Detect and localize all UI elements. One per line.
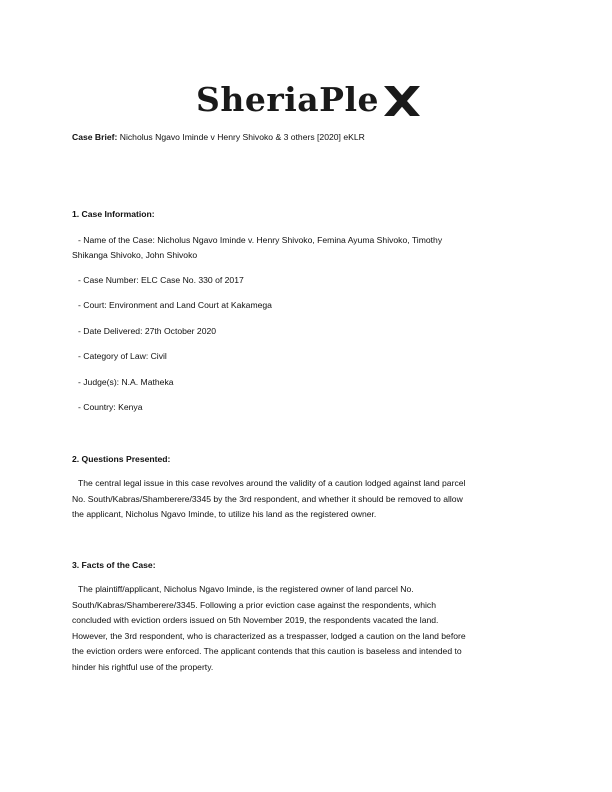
paragraph-line: concluded with eviction orders issued on 5th November 2019, the respondents vacated the land. xyxy=(72,615,439,625)
questions-presented-paragraph xyxy=(72,476,544,523)
paragraph-line: hinder his rightful use of the property. xyxy=(72,661,214,672)
case-name-line-2: Shikanga Shivoko, John Shivoko xyxy=(72,250,198,260)
paragraph-line: The plaintiff/applicant, Nicholus Ngavo Iminde, is the registered owner of land parcel No. xyxy=(78,584,414,594)
paragraph-line: The central legal issue in this case revolves around the validity of a caution lodged against land parcel xyxy=(78,478,466,488)
case-brief-title: Nicholus Ngavo Iminde v Henry Shivoko & 3 others [2020] eKLR xyxy=(119,132,365,142)
category-of-law: - Category of Law: Civil xyxy=(78,351,167,361)
court: - Court: Environment and Land Court at Kakamega xyxy=(78,300,272,310)
section-heading-case-information: 1. Case Information: xyxy=(72,209,155,219)
facts-paragraph xyxy=(72,582,544,675)
logo-x-mark xyxy=(382,84,422,118)
section-heading-questions-presented: 2. Questions Presented: xyxy=(72,454,171,464)
paragraph-line: No. South/Kabras/Shamberere/3345 by the 3rd respondent, and whether it should be removed to allow xyxy=(72,493,463,504)
case-brief-line xyxy=(72,131,365,143)
paragraph-line: the applicant, Nicholus Ngavo Iminde, to utilize his land as the registered owner. xyxy=(72,509,377,519)
case-number: - Case Number: ELC Case No. 330 of 2017 xyxy=(78,275,244,285)
sheriaplex-logo xyxy=(196,78,426,122)
paragraph-line: the eviction orders were enforced. The applicant contends that this caution is baseless and intended to xyxy=(72,646,462,656)
logo-wordmark: SheriaPle xyxy=(196,80,379,119)
section-heading-facts: 3. Facts of the Case: xyxy=(72,560,156,570)
paragraph-line: However, the 3rd respondent, who is characterized as a trespasser, lodged a caution on the land before xyxy=(72,630,466,641)
judges: - Judge(s): N.A. Matheka xyxy=(78,377,174,387)
country: - Country: Kenya xyxy=(78,402,143,412)
paragraph-line: South/Kabras/Shamberere/3345. Following a prior eviction case against the respondents, which xyxy=(72,599,437,610)
date-delivered: - Date Delivered: 27th October 2020 xyxy=(78,326,217,336)
case-brief-label: Case Brief: xyxy=(72,132,118,142)
case-name-line-1: - Name of the Case: Nicholus Ngavo Iminde v. Henry Shivoko, Femina Ayuma Shivoko, Timothy xyxy=(78,235,443,245)
